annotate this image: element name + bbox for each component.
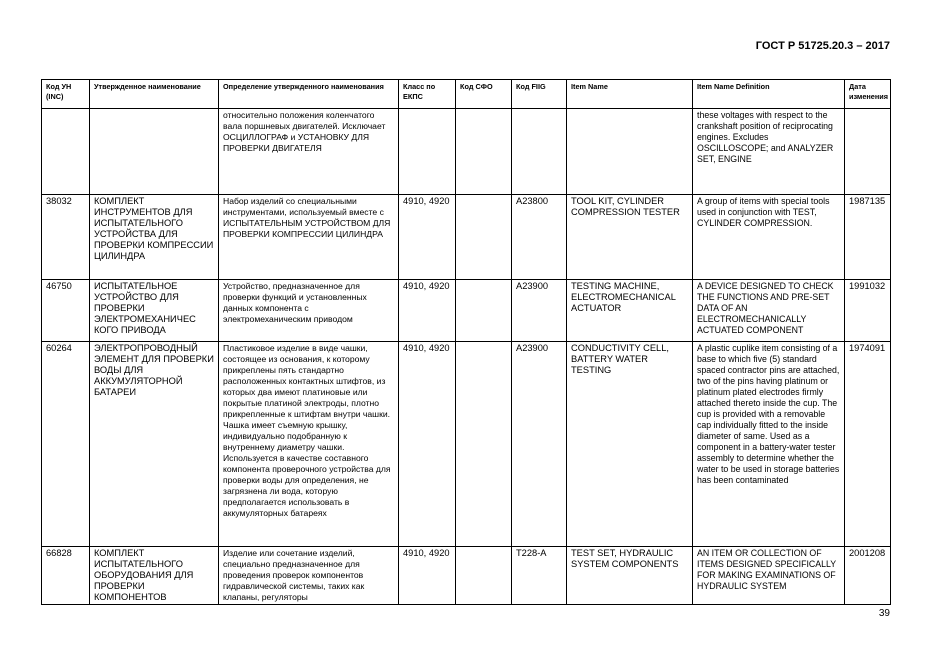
cell-item-name: TOOL KIT, CYLINDER COMPRESSION TESTER xyxy=(567,195,693,280)
cell-sfo xyxy=(456,547,512,605)
cell-sfo xyxy=(456,342,512,547)
cell-name-ru xyxy=(90,109,219,195)
cell-fiig: A23800 xyxy=(512,195,567,280)
cell-definition-ru: относительно положения коленчатого вала поршневых двигателей. Исключает ОСЦИЛЛОГРАФ и УСТАНОВКУ ДЛЯ ПРОВЕРКИ ДВИГАТЕЛЯ xyxy=(219,109,399,195)
cell-definition-ru: Изделие или сочетание изделий, специально предназначенное для проведения проверок компонентов гидравлической системы, таких как клапаны, регуляторы xyxy=(219,547,399,605)
table-row xyxy=(42,109,891,195)
cell-item-name xyxy=(567,109,693,195)
cell-item-definition: AN ITEM OR COLLECTION OF ITEMS DESIGNED SPECIFICALLY FOR MAKING EXAMINATIONS OF HYDRAULIC SYSTEM xyxy=(693,547,845,605)
column-header-class: Класс по ЕКПС xyxy=(399,80,456,109)
cell-name-ru: КОМПЛЕКТ ИНСТРУМЕНТОВ ДЛЯ ИСПЫТАТЕЛЬНОГО УСТРОЙСТВА ДЛЯ ПРОВЕРКИ КОМПРЕССИИ ЦИЛИНДРА xyxy=(90,195,219,280)
column-header-item-definition: Item Name Definition xyxy=(693,80,845,109)
cell-code xyxy=(42,109,90,195)
column-header-definition-ru: Определение утвержденного наименования xyxy=(219,80,399,109)
cell-item-definition: these voltages with respect to the crankshaft position of reciprocating engines. Excludes OSCILLOSCOPE; and ANALYZER SET, ENGINE xyxy=(693,109,845,195)
cell-date: 2001208 xyxy=(845,547,891,605)
cell-item-name: CONDUCTIVITY CELL, BATTERY WATER TESTING xyxy=(567,342,693,547)
cell-definition-ru: Набор изделий со специальными инструментами, используемый вместе с ИСПЫТАТЕЛЬНЫМ УСТРОЙСТВОМ ДЛЯ ПРОВЕРКИ КОМПРЕССИИ ЦИЛИНДРА xyxy=(219,195,399,280)
table-header-row xyxy=(42,80,891,109)
page-number: 39 xyxy=(878,608,890,619)
cell-name-ru: КОМПЛЕКТ ИСПЫТАТЕЛЬНОГО ОБОРУДОВАНИЯ ДЛЯ ПРОВЕРКИ КОМПОНЕНТОВ xyxy=(90,547,219,605)
document-id: ГОСТ Р 51725.20.3 – 2017 xyxy=(755,40,890,52)
column-header-date: Дата изменения xyxy=(845,80,891,109)
column-header-fiig: Код FIIG xyxy=(512,80,567,109)
cell-class: 4910, 4920 xyxy=(399,195,456,280)
cell-code: 38032 xyxy=(42,195,90,280)
cell-class: 4910, 4920 xyxy=(399,342,456,547)
cell-item-name: TEST SET, HYDRAULIC SYSTEM COMPONENTS xyxy=(567,547,693,605)
cell-class: 4910, 4920 xyxy=(399,280,456,342)
cell-fiig xyxy=(512,109,567,195)
cell-fiig: A23900 xyxy=(512,280,567,342)
cell-definition-ru: Устройство, предназначенное для проверки функций и установленных данных компонента с электромеханическим приводом xyxy=(219,280,399,342)
classification-table xyxy=(41,79,891,605)
cell-date: 1991032 xyxy=(845,280,891,342)
cell-date xyxy=(845,109,891,195)
cell-sfo xyxy=(456,280,512,342)
column-header-code: Код УН (INC) xyxy=(42,80,90,109)
cell-item-definition: A plastic cuplike item consisting of a base to which five (5) standard spaced contractor pins are attached, two of the pins having platinum or platinum plated electrodes firmly attached thereto inside the cup. The cup is provided with a removable cap individually fitted to the inside diameter of same. Used as a component in a battery-water tester assembly to determine whether the water to be used in storage batteries has been contaminated xyxy=(693,342,845,547)
cell-fiig: T228-A xyxy=(512,547,567,605)
cell-code: 46750 xyxy=(42,280,90,342)
table-row xyxy=(42,547,891,605)
cell-item-name: TESTING MACHINE, ELECTROMECHANICAL ACTUATOR xyxy=(567,280,693,342)
table-row xyxy=(42,342,891,547)
cell-class xyxy=(399,109,456,195)
cell-name-ru: ЭЛЕКТРОПРОВОДНЫЙ ЭЛЕМЕНТ ДЛЯ ПРОВЕРКИ ВОДЫ ДЛЯ АККУМУЛЯТОРНОЙ БАТАРЕИ xyxy=(90,342,219,547)
cell-sfo xyxy=(456,109,512,195)
cell-name-ru: ИСПЫТАТЕЛЬНОЕ УСТРОЙСТВО ДЛЯ ПРОВЕРКИ ЭЛЕКТРОМЕХАНИЧЕС КОГО ПРИВОДА xyxy=(90,280,219,342)
cell-code: 60264 xyxy=(42,342,90,547)
cell-item-definition: A group of items with special tools used in conjunction with TEST, CYLINDER COMPRESSION. xyxy=(693,195,845,280)
table-row xyxy=(42,195,891,280)
cell-class: 4910, 4920 xyxy=(399,547,456,605)
cell-fiig: A23900 xyxy=(512,342,567,547)
cell-code: 66828 xyxy=(42,547,90,605)
table-row xyxy=(42,280,891,342)
column-header-name-ru: Утвержденное наименование xyxy=(90,80,219,109)
column-header-item-name: Item Name xyxy=(567,80,693,109)
cell-sfo xyxy=(456,195,512,280)
column-header-sfo: Код СФО xyxy=(456,80,512,109)
cell-date: 1987135 xyxy=(845,195,891,280)
cell-date: 1974091 xyxy=(845,342,891,547)
cell-item-definition: A DEVICE DESIGNED TO CHECK THE FUNCTIONS AND PRE-SET DATA OF AN ELECTROMECHANICALLY ACTUATED COMPONENT xyxy=(693,280,845,342)
cell-definition-ru: Пластиковое изделие в виде чашки, состоящее из основания, к которому прикреплены пять стандартно расположенных контактных штифтов, из которых два имеют платиновые или покрытые платиной электроды, плотно прикрепленные к штифтам внутри чашки. Чашка имеет съемную крышку, индивидуально подобранную к внутреннему диаметру чашки. Используется в качестве составного компонента проверочного устройства для проверки воды для определения, не загрязнена ли вода, которую предполагается использовать в аккумуляторных батареях xyxy=(219,342,399,547)
